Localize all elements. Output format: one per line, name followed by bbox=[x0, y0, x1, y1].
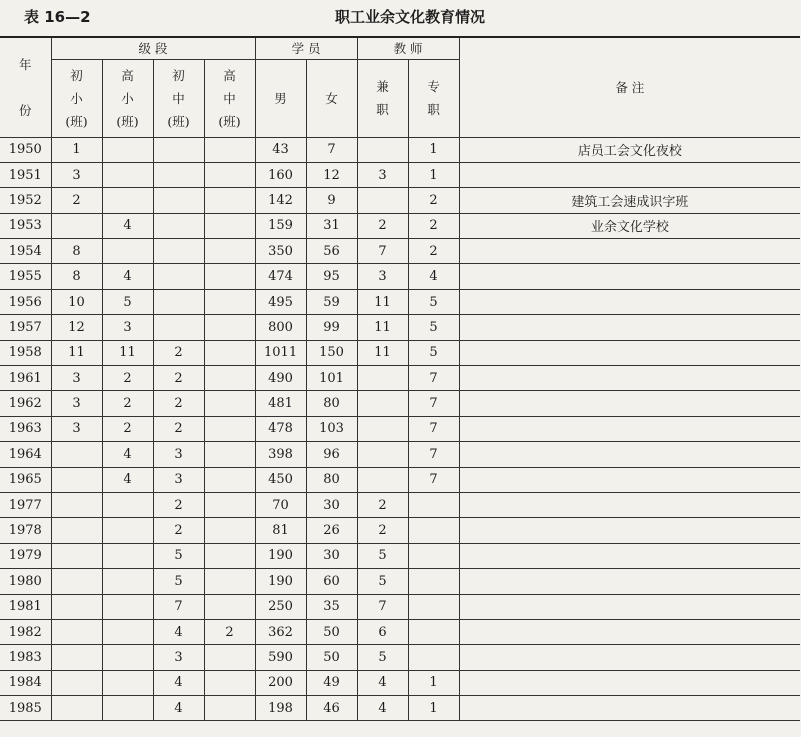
part-time-cell: 3 bbox=[357, 162, 408, 187]
header-char: 高 bbox=[223, 67, 236, 83]
education-table bbox=[0, 36, 800, 721]
full-time-cell bbox=[408, 619, 459, 644]
part-time-cell bbox=[357, 188, 408, 213]
year-cell: 1964 bbox=[0, 442, 51, 467]
grade-senior-middle-cell: 2 bbox=[204, 619, 255, 644]
grade-senior-middle-cell bbox=[204, 391, 255, 416]
female-cell: 99 bbox=[306, 315, 357, 340]
header-char: (班) bbox=[218, 113, 241, 129]
grade-senior-middle-cell bbox=[204, 569, 255, 594]
part-time-cell bbox=[357, 137, 408, 162]
grade-primary-cell bbox=[51, 696, 102, 721]
full-time-cell: 5 bbox=[408, 289, 459, 314]
grade-primary-cell bbox=[51, 619, 102, 644]
table-row bbox=[0, 137, 800, 162]
grade-junior-middle-cell: 5 bbox=[153, 569, 204, 594]
year-cell: 1979 bbox=[0, 543, 51, 568]
grade-junior-middle-cell: 2 bbox=[153, 366, 204, 391]
grade-junior-middle-cell: 2 bbox=[153, 340, 204, 365]
note-cell: 建筑工会速成识字班 bbox=[459, 188, 800, 213]
header-year-char: 份 bbox=[18, 102, 32, 118]
full-time-cell bbox=[408, 569, 459, 594]
grade-higher-primary-cell bbox=[102, 239, 153, 264]
part-time-cell: 4 bbox=[357, 696, 408, 721]
full-time-cell: 7 bbox=[408, 442, 459, 467]
female-cell: 103 bbox=[306, 416, 357, 441]
year-cell: 1983 bbox=[0, 645, 51, 670]
grade-primary-cell: 3 bbox=[51, 162, 102, 187]
female-cell: 49 bbox=[306, 670, 357, 695]
male-cell: 478 bbox=[255, 416, 306, 441]
note-cell bbox=[459, 340, 800, 365]
male-cell: 190 bbox=[255, 543, 306, 568]
header-char: 高 bbox=[121, 67, 134, 83]
table-number: 表 16—2 bbox=[24, 8, 91, 26]
year-cell: 1963 bbox=[0, 416, 51, 441]
grade-primary-cell: 3 bbox=[51, 391, 102, 416]
table-row bbox=[0, 696, 800, 721]
header-char: 职 bbox=[376, 102, 389, 117]
grade-higher-primary-cell bbox=[102, 569, 153, 594]
male-cell: 495 bbox=[255, 289, 306, 314]
grade-higher-primary-cell: 4 bbox=[102, 467, 153, 492]
note-cell bbox=[459, 239, 800, 264]
table-row bbox=[0, 594, 800, 619]
grade-primary-cell: 11 bbox=[51, 340, 102, 365]
table-row bbox=[0, 670, 800, 695]
table-row bbox=[0, 467, 800, 492]
female-cell: 7 bbox=[306, 137, 357, 162]
table-row bbox=[0, 366, 800, 391]
full-time-cell: 2 bbox=[408, 188, 459, 213]
header-char: 小 bbox=[121, 90, 134, 106]
table-body bbox=[0, 137, 800, 721]
male-cell: 190 bbox=[255, 569, 306, 594]
part-time-cell bbox=[357, 416, 408, 441]
full-time-cell: 7 bbox=[408, 391, 459, 416]
header-char: 小 bbox=[70, 90, 83, 106]
note-cell bbox=[459, 518, 800, 543]
female-cell: 101 bbox=[306, 366, 357, 391]
grade-primary-cell bbox=[51, 518, 102, 543]
part-time-cell bbox=[357, 467, 408, 492]
male-cell: 474 bbox=[255, 264, 306, 289]
grade-primary-cell bbox=[51, 670, 102, 695]
note-cell bbox=[459, 543, 800, 568]
grade-higher-primary-cell bbox=[102, 670, 153, 695]
table-row bbox=[0, 162, 800, 187]
grade-primary-cell bbox=[51, 213, 102, 238]
full-time-cell: 7 bbox=[408, 366, 459, 391]
grade-senior-middle-cell bbox=[204, 289, 255, 314]
female-cell: 26 bbox=[306, 518, 357, 543]
grade-primary-cell bbox=[51, 543, 102, 568]
year-cell: 1953 bbox=[0, 213, 51, 238]
table-row bbox=[0, 391, 800, 416]
year-cell: 1977 bbox=[0, 492, 51, 517]
year-cell: 1962 bbox=[0, 391, 51, 416]
grade-senior-middle-cell bbox=[204, 467, 255, 492]
grade-primary-cell bbox=[51, 569, 102, 594]
grade-junior-middle-cell: 5 bbox=[153, 543, 204, 568]
grade-junior-middle-cell: 4 bbox=[153, 696, 204, 721]
grade-junior-middle-cell bbox=[153, 162, 204, 187]
part-time-cell bbox=[357, 391, 408, 416]
year-cell: 1957 bbox=[0, 315, 51, 340]
grade-junior-middle-cell bbox=[153, 213, 204, 238]
part-time-cell: 11 bbox=[357, 315, 408, 340]
male-cell: 490 bbox=[255, 366, 306, 391]
grade-junior-middle-cell bbox=[153, 289, 204, 314]
grade-junior-middle-cell: 2 bbox=[153, 518, 204, 543]
full-time-cell: 4 bbox=[408, 264, 459, 289]
grade-senior-middle-cell bbox=[204, 442, 255, 467]
table-row bbox=[0, 239, 800, 264]
table-row bbox=[0, 188, 800, 213]
male-cell: 200 bbox=[255, 670, 306, 695]
grade-higher-primary-cell bbox=[102, 162, 153, 187]
male-cell: 350 bbox=[255, 239, 306, 264]
full-time-cell: 1 bbox=[408, 670, 459, 695]
female-cell: 60 bbox=[306, 569, 357, 594]
grade-senior-middle-cell bbox=[204, 645, 255, 670]
note-cell bbox=[459, 416, 800, 441]
grade-higher-primary-cell: 11 bbox=[102, 340, 153, 365]
header-char: (班) bbox=[65, 113, 88, 129]
grade-higher-primary-cell bbox=[102, 492, 153, 517]
note-cell bbox=[459, 619, 800, 644]
grade-senior-middle-cell bbox=[204, 213, 255, 238]
note-cell bbox=[459, 264, 800, 289]
note-cell: 店员工会文化夜校 bbox=[459, 137, 800, 162]
full-time-cell: 1 bbox=[408, 137, 459, 162]
part-time-cell bbox=[357, 366, 408, 391]
grade-senior-middle-cell bbox=[204, 696, 255, 721]
header-full-time bbox=[408, 59, 459, 137]
female-cell: 12 bbox=[306, 162, 357, 187]
full-time-cell: 1 bbox=[408, 696, 459, 721]
part-time-cell: 6 bbox=[357, 619, 408, 644]
grade-primary-cell bbox=[51, 442, 102, 467]
header-char: 初 bbox=[172, 67, 185, 83]
full-time-cell: 2 bbox=[408, 239, 459, 264]
table-row bbox=[0, 340, 800, 365]
table-title: 职工业余文化教育情况 bbox=[334, 8, 485, 26]
year-cell: 1965 bbox=[0, 467, 51, 492]
grade-senior-middle-cell bbox=[204, 492, 255, 517]
male-cell: 43 bbox=[255, 137, 306, 162]
table-row bbox=[0, 569, 800, 594]
grade-higher-primary-cell bbox=[102, 543, 153, 568]
male-cell: 450 bbox=[255, 467, 306, 492]
grade-primary-cell: 2 bbox=[51, 188, 102, 213]
full-time-cell bbox=[408, 543, 459, 568]
table-row bbox=[0, 645, 800, 670]
grade-senior-middle-cell bbox=[204, 137, 255, 162]
grade-primary-cell: 3 bbox=[51, 366, 102, 391]
female-cell: 80 bbox=[306, 391, 357, 416]
female-cell: 50 bbox=[306, 619, 357, 644]
table-row bbox=[0, 264, 800, 289]
note-cell bbox=[459, 569, 800, 594]
grade-junior-middle-cell: 2 bbox=[153, 391, 204, 416]
grade-senior-middle-cell bbox=[204, 162, 255, 187]
year-cell: 1955 bbox=[0, 264, 51, 289]
female-cell: 56 bbox=[306, 239, 357, 264]
note-cell bbox=[459, 594, 800, 619]
male-cell: 142 bbox=[255, 188, 306, 213]
note-cell bbox=[459, 492, 800, 517]
grade-junior-middle-cell: 4 bbox=[153, 670, 204, 695]
header-grade-junior-middle bbox=[153, 59, 204, 137]
part-time-cell: 2 bbox=[357, 213, 408, 238]
header-note: 备 注 bbox=[459, 37, 800, 137]
grade-junior-middle-cell: 4 bbox=[153, 619, 204, 644]
table-row bbox=[0, 289, 800, 314]
grade-junior-middle-cell: 7 bbox=[153, 594, 204, 619]
header-char: 兼 bbox=[376, 79, 389, 94]
header-char: 专 bbox=[427, 79, 440, 94]
part-time-cell: 5 bbox=[357, 645, 408, 670]
female-cell: 95 bbox=[306, 264, 357, 289]
full-time-cell: 5 bbox=[408, 340, 459, 365]
grade-higher-primary-cell: 2 bbox=[102, 416, 153, 441]
full-time-cell: 7 bbox=[408, 467, 459, 492]
note-cell bbox=[459, 467, 800, 492]
part-time-cell: 7 bbox=[357, 594, 408, 619]
year-cell: 1984 bbox=[0, 670, 51, 695]
grade-senior-middle-cell bbox=[204, 670, 255, 695]
header-part-time bbox=[357, 59, 408, 137]
part-time-cell: 2 bbox=[357, 492, 408, 517]
table-row bbox=[0, 543, 800, 568]
male-cell: 362 bbox=[255, 619, 306, 644]
grade-higher-primary-cell bbox=[102, 188, 153, 213]
year-cell: 1956 bbox=[0, 289, 51, 314]
part-time-cell: 11 bbox=[357, 289, 408, 314]
grade-primary-cell: 10 bbox=[51, 289, 102, 314]
note-cell bbox=[459, 442, 800, 467]
grade-higher-primary-cell bbox=[102, 645, 153, 670]
year-cell: 1978 bbox=[0, 518, 51, 543]
table-header bbox=[0, 37, 800, 137]
male-cell: 70 bbox=[255, 492, 306, 517]
male-cell: 81 bbox=[255, 518, 306, 543]
note-cell bbox=[459, 315, 800, 340]
grade-higher-primary-cell: 2 bbox=[102, 366, 153, 391]
header-grade-primary bbox=[51, 59, 102, 137]
male-cell: 159 bbox=[255, 213, 306, 238]
grade-higher-primary-cell: 4 bbox=[102, 213, 153, 238]
part-time-cell: 7 bbox=[357, 239, 408, 264]
male-cell: 590 bbox=[255, 645, 306, 670]
table-row bbox=[0, 518, 800, 543]
grade-senior-middle-cell bbox=[204, 416, 255, 441]
grade-primary-cell: 3 bbox=[51, 416, 102, 441]
female-cell: 35 bbox=[306, 594, 357, 619]
full-time-cell: 5 bbox=[408, 315, 459, 340]
full-time-cell bbox=[408, 518, 459, 543]
grade-senior-middle-cell bbox=[204, 366, 255, 391]
header-char: (班) bbox=[167, 113, 190, 129]
part-time-cell: 4 bbox=[357, 670, 408, 695]
year-cell: 1980 bbox=[0, 569, 51, 594]
grade-higher-primary-cell: 4 bbox=[102, 264, 153, 289]
year-cell: 1985 bbox=[0, 696, 51, 721]
female-cell: 30 bbox=[306, 492, 357, 517]
female-cell: 80 bbox=[306, 467, 357, 492]
male-cell: 481 bbox=[255, 391, 306, 416]
full-time-cell bbox=[408, 492, 459, 517]
grade-junior-middle-cell: 2 bbox=[153, 416, 204, 441]
female-cell: 31 bbox=[306, 213, 357, 238]
grade-senior-middle-cell bbox=[204, 188, 255, 213]
full-time-cell: 7 bbox=[408, 416, 459, 441]
table-row bbox=[0, 315, 800, 340]
female-cell: 30 bbox=[306, 543, 357, 568]
grade-junior-middle-cell bbox=[153, 137, 204, 162]
table-row bbox=[0, 213, 800, 238]
full-time-cell bbox=[408, 645, 459, 670]
header-year-char: 年 bbox=[18, 56, 32, 72]
grade-senior-middle-cell bbox=[204, 340, 255, 365]
year-cell: 1981 bbox=[0, 594, 51, 619]
note-cell bbox=[459, 289, 800, 314]
grade-primary-cell bbox=[51, 492, 102, 517]
grade-junior-middle-cell: 2 bbox=[153, 492, 204, 517]
grade-primary-cell: 8 bbox=[51, 264, 102, 289]
table-row bbox=[0, 619, 800, 644]
female-cell: 46 bbox=[306, 696, 357, 721]
grade-junior-middle-cell: 3 bbox=[153, 467, 204, 492]
grade-higher-primary-cell: 4 bbox=[102, 442, 153, 467]
grade-primary-cell bbox=[51, 594, 102, 619]
year-cell: 1950 bbox=[0, 137, 51, 162]
header-teachers-group: 教 师 bbox=[357, 37, 459, 59]
female-cell: 50 bbox=[306, 645, 357, 670]
grade-junior-middle-cell: 3 bbox=[153, 645, 204, 670]
note-cell bbox=[459, 162, 800, 187]
header-male: 男 bbox=[255, 59, 306, 137]
grade-higher-primary-cell bbox=[102, 619, 153, 644]
part-time-cell: 2 bbox=[357, 518, 408, 543]
table-row bbox=[0, 416, 800, 441]
header-students-group: 学 员 bbox=[255, 37, 357, 59]
part-time-cell bbox=[357, 442, 408, 467]
grade-primary-cell: 12 bbox=[51, 315, 102, 340]
male-cell: 198 bbox=[255, 696, 306, 721]
grade-higher-primary-cell bbox=[102, 594, 153, 619]
grade-senior-middle-cell bbox=[204, 543, 255, 568]
grade-primary-cell: 8 bbox=[51, 239, 102, 264]
full-time-cell: 2 bbox=[408, 213, 459, 238]
grade-higher-primary-cell: 3 bbox=[102, 315, 153, 340]
female-cell: 59 bbox=[306, 289, 357, 314]
male-cell: 800 bbox=[255, 315, 306, 340]
part-time-cell: 5 bbox=[357, 543, 408, 568]
grade-primary-cell bbox=[51, 645, 102, 670]
grade-higher-primary-cell bbox=[102, 137, 153, 162]
note-cell: 业余文化学校 bbox=[459, 213, 800, 238]
grade-senior-middle-cell bbox=[204, 264, 255, 289]
grade-junior-middle-cell bbox=[153, 239, 204, 264]
part-time-cell: 11 bbox=[357, 340, 408, 365]
male-cell: 1011 bbox=[255, 340, 306, 365]
year-cell: 1951 bbox=[0, 162, 51, 187]
year-cell: 1952 bbox=[0, 188, 51, 213]
grade-senior-middle-cell bbox=[204, 518, 255, 543]
header-char: (班) bbox=[116, 113, 139, 129]
full-time-cell: 1 bbox=[408, 162, 459, 187]
grade-primary-cell: 1 bbox=[51, 137, 102, 162]
header-grade-group: 级 段 bbox=[51, 37, 255, 59]
note-cell bbox=[459, 670, 800, 695]
male-cell: 398 bbox=[255, 442, 306, 467]
male-cell: 250 bbox=[255, 594, 306, 619]
table-row bbox=[0, 492, 800, 517]
note-cell bbox=[459, 366, 800, 391]
year-cell: 1961 bbox=[0, 366, 51, 391]
male-cell: 160 bbox=[255, 162, 306, 187]
note-cell bbox=[459, 391, 800, 416]
grade-higher-primary-cell bbox=[102, 518, 153, 543]
full-time-cell bbox=[408, 594, 459, 619]
grade-higher-primary-cell bbox=[102, 696, 153, 721]
year-cell: 1958 bbox=[0, 340, 51, 365]
note-cell bbox=[459, 645, 800, 670]
table-row bbox=[0, 442, 800, 467]
grade-junior-middle-cell bbox=[153, 188, 204, 213]
grade-senior-middle-cell bbox=[204, 239, 255, 264]
grade-junior-middle-cell: 3 bbox=[153, 442, 204, 467]
grade-higher-primary-cell: 5 bbox=[102, 289, 153, 314]
grade-higher-primary-cell: 2 bbox=[102, 391, 153, 416]
part-time-cell: 3 bbox=[357, 264, 408, 289]
grade-junior-middle-cell bbox=[153, 264, 204, 289]
year-cell: 1954 bbox=[0, 239, 51, 264]
female-cell: 150 bbox=[306, 340, 357, 365]
grade-senior-middle-cell bbox=[204, 594, 255, 619]
header-year bbox=[0, 37, 51, 137]
year-cell: 1982 bbox=[0, 619, 51, 644]
female-cell: 9 bbox=[306, 188, 357, 213]
header-char: 初 bbox=[70, 67, 83, 83]
header-grade-senior-middle bbox=[204, 59, 255, 137]
grade-junior-middle-cell bbox=[153, 315, 204, 340]
header-char: 中 bbox=[172, 90, 185, 106]
grade-senior-middle-cell bbox=[204, 315, 255, 340]
note-cell bbox=[459, 696, 800, 721]
header-female: 女 bbox=[306, 59, 357, 137]
grade-primary-cell bbox=[51, 467, 102, 492]
header-grade-higher-primary bbox=[102, 59, 153, 137]
header-char: 职 bbox=[427, 102, 440, 117]
female-cell: 96 bbox=[306, 442, 357, 467]
part-time-cell: 5 bbox=[357, 569, 408, 594]
header-char: 中 bbox=[223, 90, 236, 106]
